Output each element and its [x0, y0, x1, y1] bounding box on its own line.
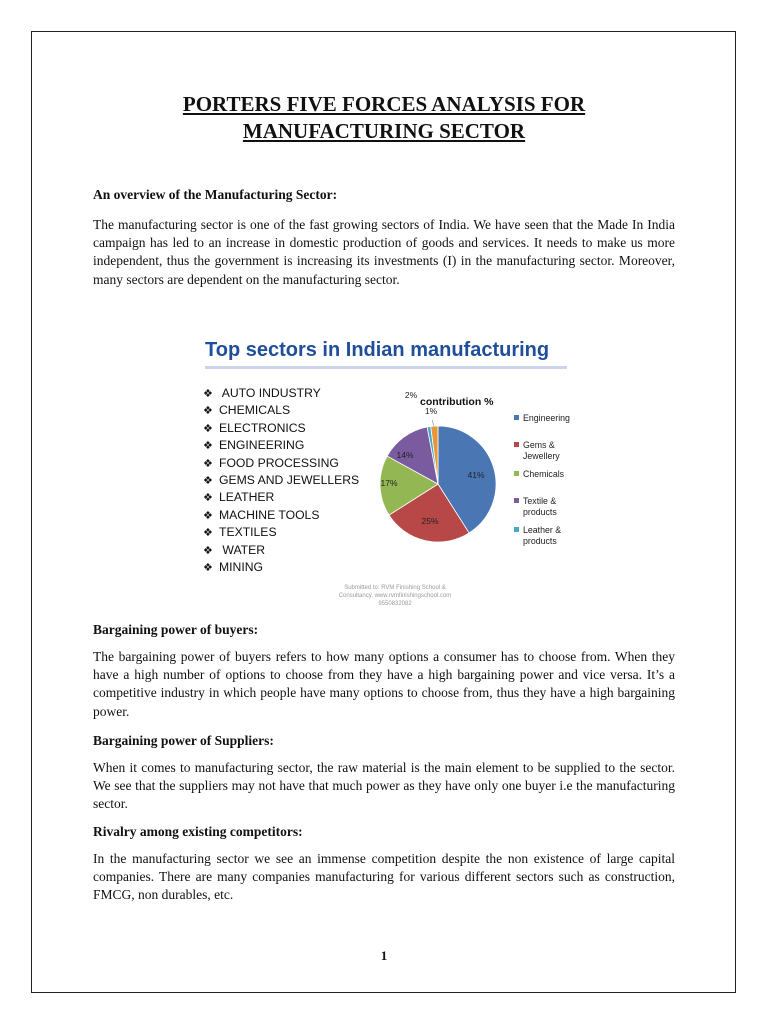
pie-data-label: 14% — [396, 450, 414, 460]
sector-item: ❖ CHEMICALS — [203, 402, 359, 419]
diamond-bullet-icon: ❖ — [203, 544, 213, 557]
document-title-line-1: PORTERS FIVE FORCES ANALYSIS FOR — [182, 92, 586, 116]
legend-label: products — [523, 507, 557, 517]
section-heading-overview: An overview of the Manufacturing Sector: — [93, 187, 338, 202]
sector-item: ❖ MINING — [203, 559, 359, 576]
diamond-bullet-icon: ❖ — [203, 457, 213, 470]
sector-item: ❖ AUTO INDUSTRY — [203, 385, 359, 402]
sector-item: ❖ ELECTRONICS — [203, 420, 359, 437]
section-heading-buyers: Bargaining power of buyers: — [93, 622, 259, 637]
diamond-bullet-icon: ❖ — [203, 388, 213, 400]
sectors-figure — [195, 335, 585, 625]
diamond-bullet-icon: ❖ — [203, 422, 213, 435]
legend-label: Textile & — [523, 496, 557, 506]
legend-label: Engineering — [523, 413, 570, 423]
diamond-bullet-icon: ❖ — [203, 492, 213, 505]
sector-item: ❖ GEMS AND JEWELLERS — [203, 472, 359, 489]
pie-data-label: 41% — [467, 470, 485, 480]
legend-swatch — [514, 527, 519, 532]
diamond-bullet-icon: ❖ — [203, 527, 213, 540]
sector-item: ❖ FOOD PROCESSING — [203, 455, 359, 472]
figure-watermark: Submitted to: RVM Finishing School & Consultancy, www.rvmfinishingschool.com 9550832082 — [338, 585, 452, 607]
diamond-bullet-icon: ❖ — [203, 509, 213, 522]
legend-label: Gems & — [523, 440, 555, 450]
pie-data-label: 1% — [424, 406, 438, 416]
legend-label: products — [523, 536, 557, 546]
legend-swatch — [514, 442, 519, 447]
sector-item: ❖ MACHINE TOOLS — [203, 507, 359, 524]
diamond-bullet-icon: ❖ — [203, 405, 213, 418]
legend-label: Chemicals — [523, 469, 565, 479]
legend-swatch — [514, 471, 519, 476]
section-heading-suppliers: Bargaining power of Suppliers: — [93, 733, 274, 748]
page-number: 1 — [380, 948, 388, 963]
document-title-line-2: MANUFACTURING SECTOR — [242, 119, 526, 143]
pie-data-label: 2% — [404, 390, 418, 400]
diamond-bullet-icon: ❖ — [203, 562, 213, 575]
legend-swatch — [514, 415, 519, 420]
diamond-bullet-icon: ❖ — [203, 475, 213, 488]
sector-item: ❖ ENGINEERING — [203, 437, 359, 454]
legend-label: Jewellery — [523, 451, 560, 461]
legend-swatch — [514, 498, 519, 503]
section-body-suppliers: When it comes to manufacturing sector, the raw material is the main element to be supplied to the sector. We see that the suppliers may not have that much power as they have only one buyer i.e the manufacturing sector. — [93, 760, 675, 812]
sector-item: ❖ WATER — [203, 542, 359, 559]
pie-data-label: 17% — [380, 478, 398, 488]
diamond-bullet-icon: ❖ — [203, 440, 213, 453]
legend-label: Leather & — [523, 525, 562, 535]
contribution-pie-chart — [195, 335, 585, 575]
section-body-rivalry: In the manufacturing sector we see an immense competition despite the non existence of large capital companies. There are many companies manufacturing for various different sectors such as construction, FMCG, non durables, etc. — [93, 851, 675, 903]
pie-chart-title: contribution % — [420, 396, 494, 408]
pie-data-label: 25% — [421, 516, 439, 526]
sector-item: ❖ TEXTILES — [203, 524, 359, 541]
section-body-buyers: The bargaining power of buyers refers to how many options a consumer has to choose from. When they have a high number of options to choose from they have a high bargaining power and vice versa. It’s a competitive industry in which people have many options to choose from, thus they have a high bargaining power. — [93, 649, 675, 719]
figure-title: Top sectors in Indian manufacturing — [205, 339, 550, 361]
sector-item: ❖ LEATHER — [203, 489, 359, 506]
section-body-overview: The manufacturing sector is one of the fast growing sectors of India. We have seen that the Made In India campaign has led to an increase in domestic production of goods and services. It needs to make us more independent, thus the government is increasing its investments (I) in the manufacturing sector. Moreover, many sectors are dependent on the manufacturing sector. — [93, 217, 675, 287]
section-heading-rivalry: Rivalry among existing competitors: — [93, 824, 303, 839]
pie-leader-line — [432, 420, 434, 426]
